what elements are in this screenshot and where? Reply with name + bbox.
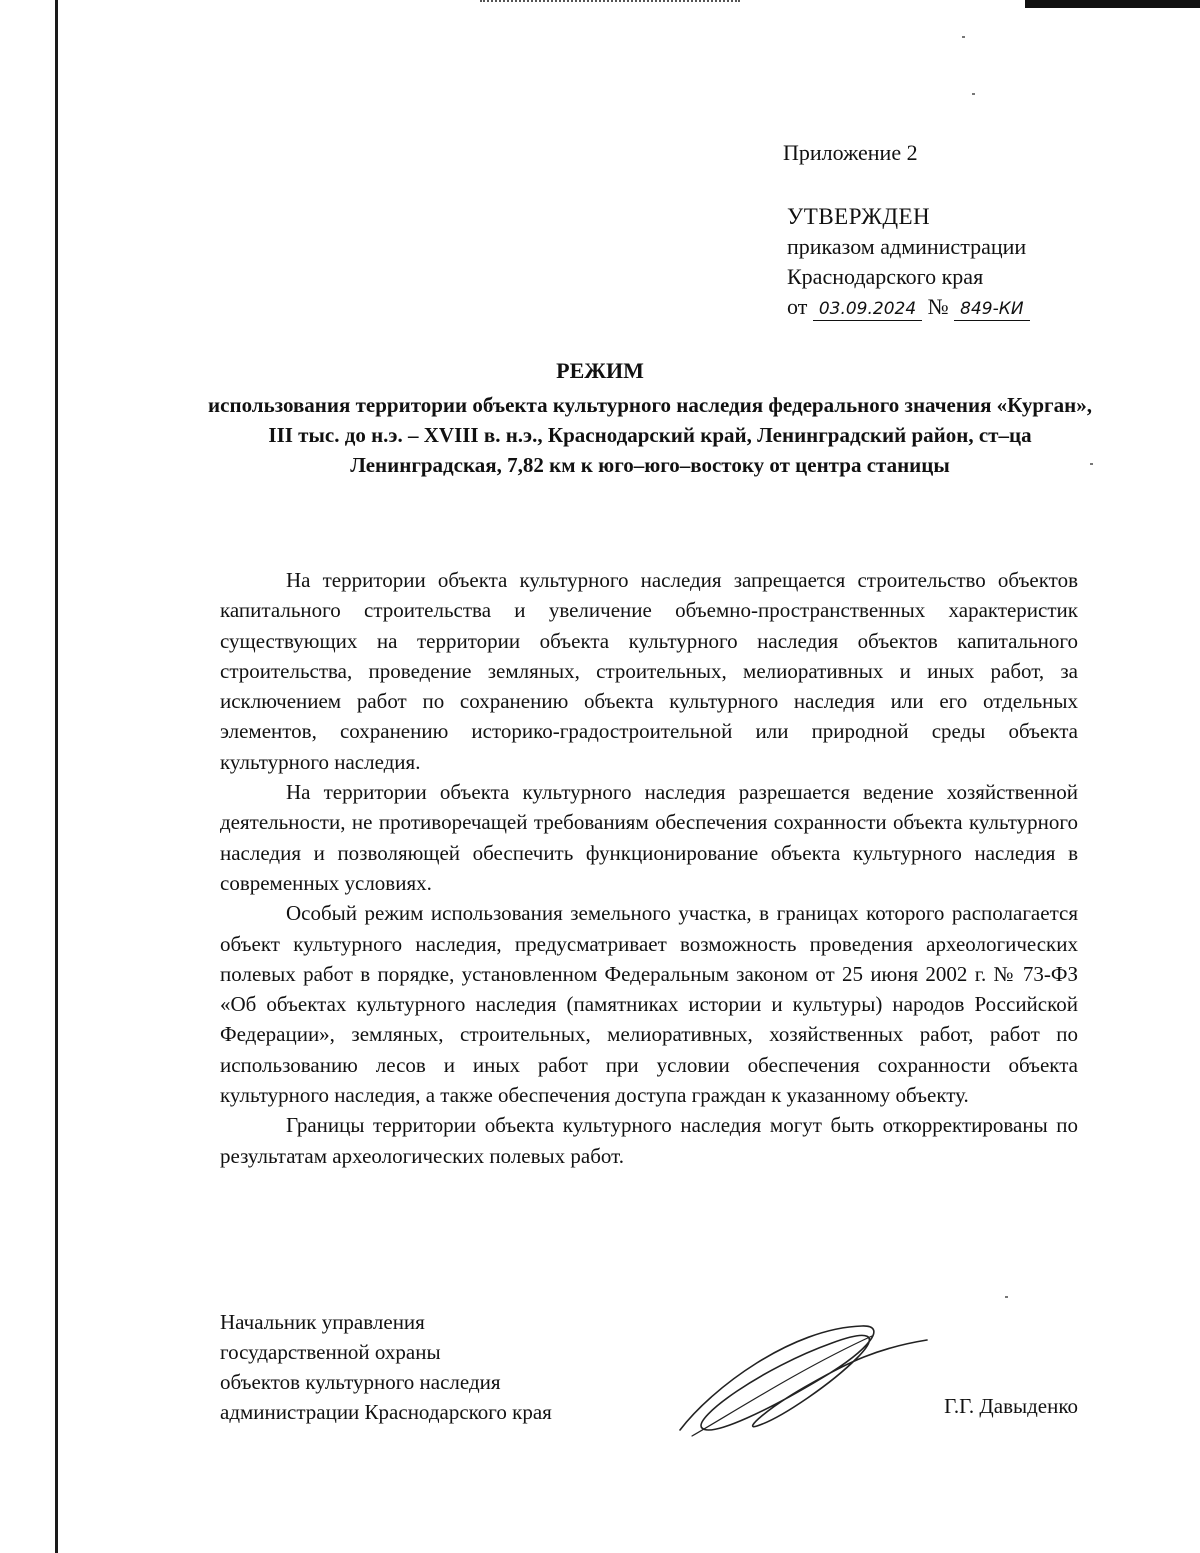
left-scan-border <box>55 0 58 1553</box>
scan-speck <box>962 36 965 38</box>
document-subtitle: использования территории объекта культурного наследия федерального значения «Курган», III тыс. до н.э. – XVIII в. н.э., Краснодарский край, Ленинградский район, ст–ца Ленинградская, 7,82 км к юго–юго–востоку от центра станицы <box>208 393 1092 477</box>
annex-label: Приложение 2 <box>783 140 918 165</box>
scan-speck <box>1005 1296 1008 1298</box>
signer-position <box>220 1307 552 1427</box>
signer-position-line: объектов культурного наследия <box>220 1370 501 1394</box>
body-paragraph: Границы территории объекта культурного наследия могут быть откорректированы по результатам археологических полевых работ. <box>220 1113 1078 1168</box>
signer-position-line: администрации Краснодарского края <box>220 1400 552 1424</box>
handwritten-date: 03.09.2024 <box>813 298 922 321</box>
body-paragraph: На территории объекта культурного наследия запрещается строительство объектов капитального строительства и увеличение объемно-пространственных характеристик существующих на территории объекта культурного наследия объектов капитального строительства, проведение земляных, строительных, мелиоративных и иных работ, за исключением работ по сохранению объекта культурного наследия или его отдельных элементов, сохранению историко-градостроительной или природной среды объекта культурного наследия. <box>220 568 1078 774</box>
approved-title: УТВЕРЖДЕН <box>787 204 931 229</box>
top-scan-noise <box>480 0 740 6</box>
signer-name: Г.Г. Давыденко <box>944 1394 1078 1418</box>
body-paragraph: Особый режим использования земельного участка, в границах которого располагается объект культурного наследия, предусматривает возможность проведения археологических полевых работ в порядке, установленном Федеральным законом от 25 июня 2002 г. № 73-ФЗ «Об объектах культурного наследия (памятниках истории и культуры) народов Российской Федерации», земляных, строительных, мелиоративных, хозяйственных работ, работ по использованию лесов и иных работ при условии обеспечения сохранности объекта культурного наследия, а также обеспечения доступа граждан к указанному объекту. <box>220 901 1078 1108</box>
date-prefix: от <box>787 294 808 319</box>
approval-block <box>787 202 1030 322</box>
signer-position-line: государственной охраны <box>220 1340 441 1364</box>
scan-speck <box>972 93 975 95</box>
document-body <box>220 565 1078 1171</box>
approval-date-line <box>787 292 1030 322</box>
approved-line: приказом администрации <box>787 234 1027 259</box>
handwritten-signature <box>672 1318 932 1448</box>
body-paragraph: На территории объекта культурного наследия разрешается ведение хозяйственной деятельности, не противоречащей требованиям обеспечения сохранности объекта культурного наследия и позволяющей обеспечить функционирование объекта культурного наследия в современных условиях. <box>220 780 1078 895</box>
top-scan-mark <box>1025 0 1200 8</box>
approved-line: Краснодарского края <box>787 264 984 289</box>
document-title: РЕЖИМ <box>556 358 644 383</box>
handwritten-number: 849-КИ <box>954 298 1029 321</box>
number-prefix: № <box>927 294 949 319</box>
signer-position-line: Начальник управления <box>220 1310 425 1334</box>
